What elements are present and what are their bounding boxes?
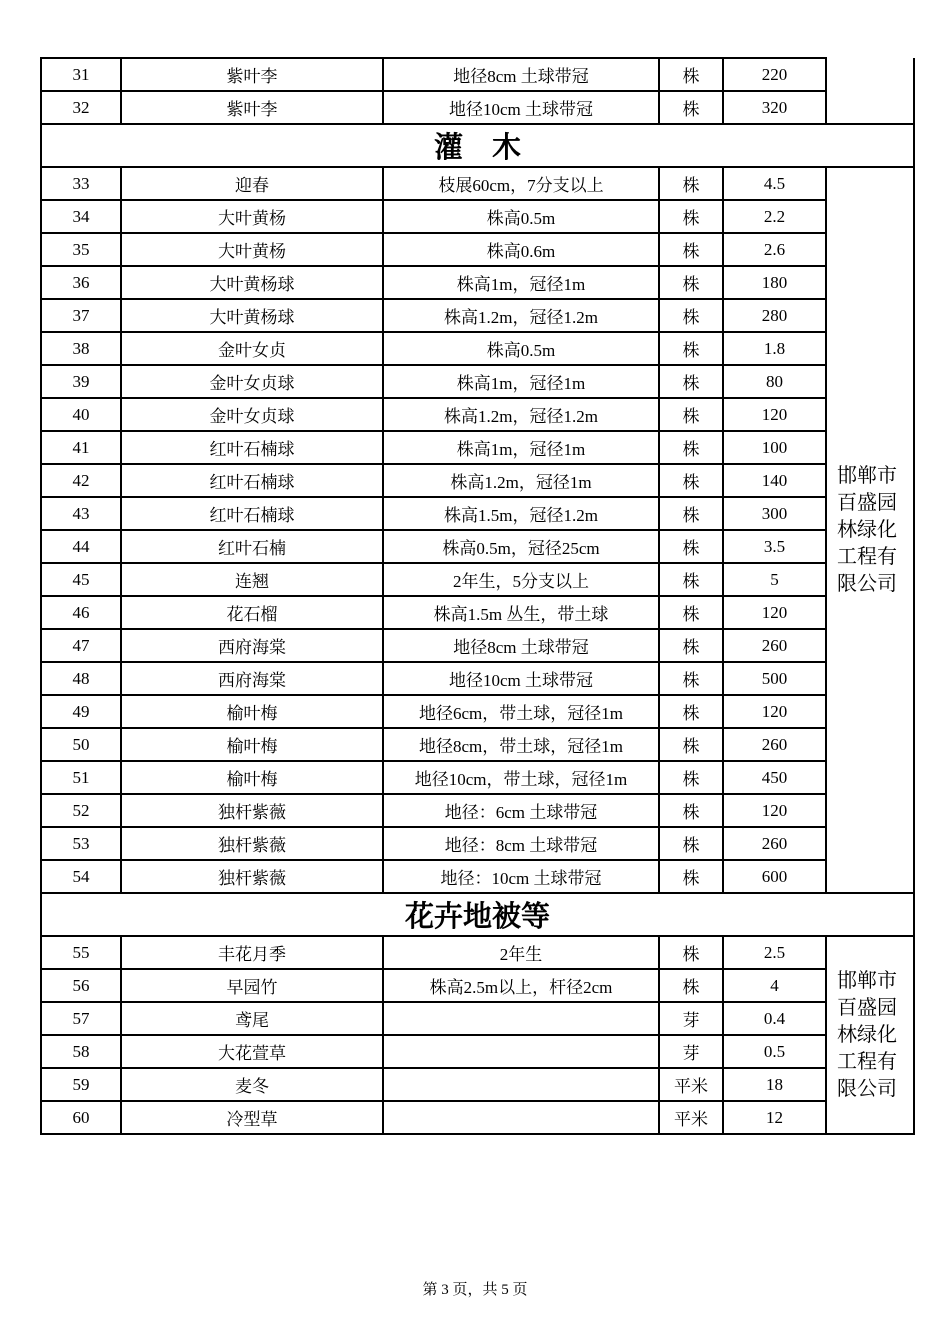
row-number-cell: 49 xyxy=(41,695,121,728)
unit-cell: 株 xyxy=(659,398,723,431)
plant-name-cell: 大花萱草 xyxy=(121,1035,383,1068)
unit-cell: 株 xyxy=(659,761,723,794)
section-header-row xyxy=(41,124,914,167)
row-number-cell: 40 xyxy=(41,398,121,431)
unit-cell: 株 xyxy=(659,167,723,200)
table-row xyxy=(41,365,914,398)
table-row xyxy=(41,860,914,893)
price-cell: 2.6 xyxy=(723,233,826,266)
price-cell: 300 xyxy=(723,497,826,530)
price-cell: 0.5 xyxy=(723,1035,826,1068)
page-footer: 第 3 页，共 5 页 xyxy=(422,1282,528,1298)
unit-cell: 株 xyxy=(659,794,723,827)
spec-cell: 株高1m，冠径1m xyxy=(383,365,659,398)
plant-name-cell: 红叶石楠球 xyxy=(121,497,383,530)
unit-cell: 株 xyxy=(659,464,723,497)
unit-cell: 株 xyxy=(659,936,723,969)
table-row xyxy=(41,629,914,662)
table-row xyxy=(41,728,914,761)
unit-cell: 株 xyxy=(659,860,723,893)
table-row xyxy=(41,936,914,969)
plant-name-cell: 西府海棠 xyxy=(121,629,383,662)
spec-cell: 地径10cm，带土球，冠径1m xyxy=(383,761,659,794)
spec-cell: 地径8cm 土球带冠 xyxy=(383,58,659,91)
plant-name-cell: 独杆紫薇 xyxy=(121,860,383,893)
row-number-cell: 31 xyxy=(41,58,121,91)
row-number-cell: 36 xyxy=(41,266,121,299)
table-row xyxy=(41,200,914,233)
price-cell: 260 xyxy=(723,629,826,662)
row-number-cell: 53 xyxy=(41,827,121,860)
price-cell: 2.2 xyxy=(723,200,826,233)
table-row xyxy=(41,563,914,596)
unit-cell: 株 xyxy=(659,233,723,266)
price-cell: 1.8 xyxy=(723,332,826,365)
company-name: 邯郸市百盛园林绿化工程有限公司 xyxy=(837,969,897,1100)
price-cell: 5 xyxy=(723,563,826,596)
plant-name-cell: 西府海棠 xyxy=(121,662,383,695)
spec-cell: 株高1.5m，冠径1.2m xyxy=(383,497,659,530)
spec-cell xyxy=(383,1035,659,1068)
spec-cell xyxy=(383,1002,659,1035)
row-number-cell: 54 xyxy=(41,860,121,893)
plant-name-cell: 红叶石楠 xyxy=(121,530,383,563)
spec-cell: 株高1m，冠径1m xyxy=(383,431,659,464)
price-cell: 120 xyxy=(723,398,826,431)
company-cell xyxy=(826,936,914,1134)
plant-name-cell: 大叶黄杨 xyxy=(121,200,383,233)
unit-cell: 芽 xyxy=(659,1002,723,1035)
plant-name-cell: 大叶黄杨 xyxy=(121,233,383,266)
spec-cell xyxy=(383,1101,659,1134)
unit-cell: 株 xyxy=(659,431,723,464)
plant-name-cell: 紫叶李 xyxy=(121,58,383,91)
row-number-cell: 59 xyxy=(41,1068,121,1101)
price-cell: 600 xyxy=(723,860,826,893)
unit-cell: 平米 xyxy=(659,1068,723,1101)
price-cell: 500 xyxy=(723,662,826,695)
spec-cell: 株高1m，冠径1m xyxy=(383,266,659,299)
price-cell: 18 xyxy=(723,1068,826,1101)
table-row xyxy=(41,167,914,200)
spec-cell: 枝展60cm，7分支以上 xyxy=(383,167,659,200)
spec-cell: 株高0.6m xyxy=(383,233,659,266)
table-row xyxy=(41,233,914,266)
row-number-cell: 50 xyxy=(41,728,121,761)
spec-cell: 地径：10cm 土球带冠 xyxy=(383,860,659,893)
row-number-cell: 35 xyxy=(41,233,121,266)
row-number-cell: 52 xyxy=(41,794,121,827)
spec-cell xyxy=(383,1068,659,1101)
plant-name-cell: 花石榴 xyxy=(121,596,383,629)
price-cell: 140 xyxy=(723,464,826,497)
row-number-cell: 47 xyxy=(41,629,121,662)
spec-cell: 2年生，5分支以上 xyxy=(383,563,659,596)
price-sheet xyxy=(40,57,915,1135)
table-row xyxy=(41,91,914,124)
price-cell: 180 xyxy=(723,266,826,299)
plant-name-cell: 榆叶梅 xyxy=(121,728,383,761)
plant-name-cell: 红叶石楠球 xyxy=(121,431,383,464)
row-number-cell: 42 xyxy=(41,464,121,497)
plant-name-cell: 榆叶梅 xyxy=(121,761,383,794)
price-cell: 80 xyxy=(723,365,826,398)
spec-cell: 地径：8cm 土球带冠 xyxy=(383,827,659,860)
row-number-cell: 43 xyxy=(41,497,121,530)
row-number-cell: 39 xyxy=(41,365,121,398)
table-row xyxy=(41,794,914,827)
spec-cell: 地径：6cm 土球带冠 xyxy=(383,794,659,827)
plant-name-cell: 金叶女贞 xyxy=(121,332,383,365)
spec-cell: 地径8cm 土球带冠 xyxy=(383,629,659,662)
price-cell: 2.5 xyxy=(723,936,826,969)
price-cell: 100 xyxy=(723,431,826,464)
section-header: 灌 木 xyxy=(41,124,914,167)
row-number-cell: 41 xyxy=(41,431,121,464)
row-number-cell: 33 xyxy=(41,167,121,200)
row-number-cell: 32 xyxy=(41,91,121,124)
unit-cell: 株 xyxy=(659,332,723,365)
row-number-cell: 34 xyxy=(41,200,121,233)
plant-name-cell: 金叶女贞球 xyxy=(121,398,383,431)
unit-cell: 株 xyxy=(659,266,723,299)
price-cell: 120 xyxy=(723,695,826,728)
unit-cell: 株 xyxy=(659,299,723,332)
unit-cell: 株 xyxy=(659,662,723,695)
table-row xyxy=(41,266,914,299)
unit-cell: 株 xyxy=(659,695,723,728)
row-number-cell: 46 xyxy=(41,596,121,629)
plant-name-cell: 连翘 xyxy=(121,563,383,596)
plant-name-cell: 金叶女贞球 xyxy=(121,365,383,398)
company-cell xyxy=(826,58,914,124)
price-cell: 4.5 xyxy=(723,167,826,200)
spec-cell: 株高2.5m以上，杆径2cm xyxy=(383,969,659,1002)
spec-cell: 株高0.5m，冠径25cm xyxy=(383,530,659,563)
spec-cell: 地径8cm，带土球，冠径1m xyxy=(383,728,659,761)
plant-name-cell: 大叶黄杨球 xyxy=(121,299,383,332)
row-number-cell: 58 xyxy=(41,1035,121,1068)
plant-name-cell: 独杆紫薇 xyxy=(121,827,383,860)
spec-cell: 地径10cm 土球带冠 xyxy=(383,91,659,124)
price-cell: 320 xyxy=(723,91,826,124)
unit-cell: 株 xyxy=(659,200,723,233)
price-cell: 450 xyxy=(723,761,826,794)
row-number-cell: 55 xyxy=(41,936,121,969)
plant-price-table xyxy=(40,57,915,1135)
price-cell: 120 xyxy=(723,596,826,629)
spec-cell: 株高0.5m xyxy=(383,200,659,233)
table-row xyxy=(41,58,914,91)
unit-cell: 株 xyxy=(659,728,723,761)
price-cell: 260 xyxy=(723,827,826,860)
row-number-cell: 37 xyxy=(41,299,121,332)
price-cell: 120 xyxy=(723,794,826,827)
table-row xyxy=(41,761,914,794)
plant-name-cell: 迎春 xyxy=(121,167,383,200)
table-row xyxy=(41,1101,914,1134)
row-number-cell: 60 xyxy=(41,1101,121,1134)
spec-cell: 株高1.5m 丛生，带土球 xyxy=(383,596,659,629)
unit-cell: 株 xyxy=(659,827,723,860)
plant-name-cell: 冷型草 xyxy=(121,1101,383,1134)
row-number-cell: 48 xyxy=(41,662,121,695)
price-cell: 260 xyxy=(723,728,826,761)
unit-cell: 芽 xyxy=(659,1035,723,1068)
spec-cell: 株高1.2m，冠径1.2m xyxy=(383,299,659,332)
table-row xyxy=(41,497,914,530)
plant-name-cell: 紫叶李 xyxy=(121,91,383,124)
plant-name-cell: 鸢尾 xyxy=(121,1002,383,1035)
price-cell: 12 xyxy=(723,1101,826,1134)
unit-cell: 株 xyxy=(659,58,723,91)
table-row xyxy=(41,464,914,497)
unit-cell: 株 xyxy=(659,91,723,124)
spec-cell: 株高0.5m xyxy=(383,332,659,365)
table-row xyxy=(41,398,914,431)
unit-cell: 平米 xyxy=(659,1101,723,1134)
company-name: 邯郸市百盛园林绿化工程有限公司 xyxy=(837,464,897,595)
price-cell: 3.5 xyxy=(723,530,826,563)
plant-name-cell: 丰花月季 xyxy=(121,936,383,969)
spec-cell: 株高1.2m，冠径1m xyxy=(383,464,659,497)
plant-name-cell: 榆叶梅 xyxy=(121,695,383,728)
row-number-cell: 45 xyxy=(41,563,121,596)
plant-name-cell: 麦冬 xyxy=(121,1068,383,1101)
unit-cell: 株 xyxy=(659,563,723,596)
plant-name-cell: 独杆紫薇 xyxy=(121,794,383,827)
spec-cell: 地径10cm 土球带冠 xyxy=(383,662,659,695)
price-cell: 4 xyxy=(723,969,826,1002)
row-number-cell: 56 xyxy=(41,969,121,1002)
company-cell xyxy=(826,167,914,893)
table-row xyxy=(41,695,914,728)
plant-name-cell: 大叶黄杨球 xyxy=(121,266,383,299)
table-row xyxy=(41,969,914,1002)
unit-cell: 株 xyxy=(659,497,723,530)
spec-cell: 株高1.2m，冠径1.2m xyxy=(383,398,659,431)
row-number-cell: 44 xyxy=(41,530,121,563)
unit-cell: 株 xyxy=(659,365,723,398)
plant-name-cell: 红叶石楠球 xyxy=(121,464,383,497)
unit-cell: 株 xyxy=(659,530,723,563)
table-row xyxy=(41,332,914,365)
spec-cell: 地径6cm，带土球，冠径1m xyxy=(383,695,659,728)
table-row xyxy=(41,431,914,464)
table-row xyxy=(41,1068,914,1101)
section-header-row xyxy=(41,893,914,936)
table-row xyxy=(41,299,914,332)
table-row xyxy=(41,596,914,629)
row-number-cell: 57 xyxy=(41,1002,121,1035)
price-cell: 220 xyxy=(723,58,826,91)
table-row xyxy=(41,662,914,695)
row-number-cell: 38 xyxy=(41,332,121,365)
table-row xyxy=(41,530,914,563)
plant-name-cell: 早园竹 xyxy=(121,969,383,1002)
table-row xyxy=(41,1035,914,1068)
table-row xyxy=(41,1002,914,1035)
unit-cell: 株 xyxy=(659,596,723,629)
table-row xyxy=(41,827,914,860)
spec-cell: 2年生 xyxy=(383,936,659,969)
row-number-cell: 51 xyxy=(41,761,121,794)
price-cell: 0.4 xyxy=(723,1002,826,1035)
unit-cell: 株 xyxy=(659,629,723,662)
unit-cell: 株 xyxy=(659,969,723,1002)
price-cell: 280 xyxy=(723,299,826,332)
section-header: 花卉地被等 xyxy=(41,893,914,936)
